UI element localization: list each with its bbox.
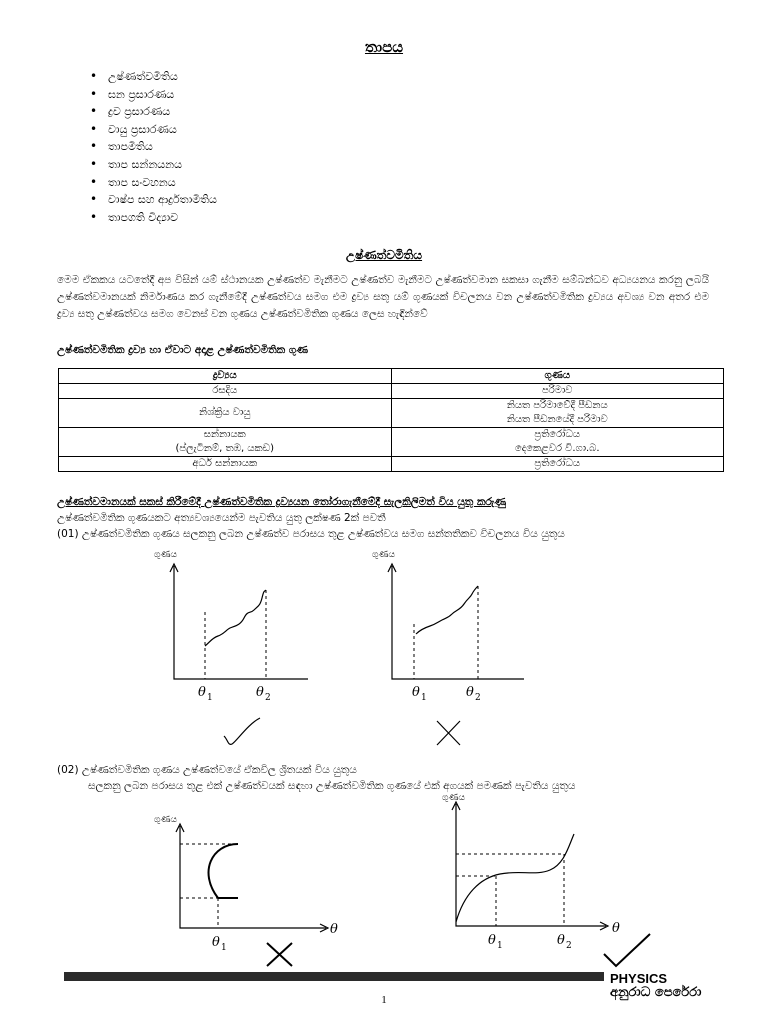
selection-heading: උෂ්ණත්වමානයක් සකස් කිරීමේදී උෂ්ණත්වමිතික ද්‍රව්‍යයන තෝරාගැනීමේදී සැලකිලිමත් විය යුතු කරුණු (57, 496, 507, 508)
theta-subscript: 1 (207, 693, 213, 703)
y-axis-label: ගුණය (154, 815, 178, 825)
footer-bar (64, 972, 604, 981)
table-heading: උෂ්ණත්වමිතික ද්‍රව්‍ය හා ඒවාට අදාළ උෂ්ණත්වමිතික ගුණ (57, 344, 309, 356)
topic-item: • තාපමිතිය (108, 138, 217, 156)
theta-symbol: θ (256, 685, 264, 700)
theta-subscript: 2 (475, 693, 481, 703)
table-cell (59, 457, 392, 472)
axes (180, 826, 326, 928)
column-header-substance: ද්‍රව්‍යය (59, 369, 392, 384)
y-axis-label: ගුණය (372, 550, 396, 560)
y-axis-label: ගුණය (154, 550, 178, 560)
topic-item: • උෂ්ණත්වමිතිය (108, 68, 217, 86)
thermometric-properties-table (58, 368, 724, 472)
topic-item: • තාපගති විද්‍යාව (108, 209, 217, 227)
table-cell (59, 399, 392, 428)
y-axis-label: ගුණය (442, 793, 466, 803)
point-02: (02) උෂ්ණත්වමිතික ගුණය උෂ්ණත්වයේ ඒකවිල ශ්‍රිතයක් විය යුතුය (57, 764, 357, 776)
topic-item: • තාප සංවහනය (108, 174, 217, 192)
cell-text: නියත පරිමාවේදී පීඩනය (506, 400, 608, 411)
cell-text: රසදිය (212, 385, 238, 396)
cross-icon (434, 718, 464, 748)
cell-text: පරිමාව (542, 385, 573, 396)
cross-icon (264, 940, 296, 970)
topic-item: • ඝන ප්‍රසාරණය (108, 86, 217, 104)
theta-markers (205, 590, 266, 679)
theta-subscript: 1 (421, 693, 427, 703)
table-cell (59, 384, 392, 399)
theta-labels-2 (404, 680, 504, 704)
theta-subscript: 2 (566, 941, 572, 951)
table-cell (391, 457, 724, 472)
table-cell (391, 428, 724, 457)
page-number: 1 (381, 994, 387, 1006)
theta-symbol: θ (412, 685, 420, 700)
cell-text: (ප්ලැටිනම්, තඹ, යකඩ) (175, 443, 274, 454)
table-cell (391, 399, 724, 428)
cell-text: දෙකෙළවර වි.ගා.බ. (514, 443, 600, 454)
page-title: තාපය (364, 38, 404, 56)
cell-text: ප්‍රතිරෝධය (534, 458, 581, 469)
theta-symbol: θ (466, 685, 474, 700)
topic-item: • තාප සන්නයනය (108, 156, 217, 174)
guide-lines (180, 844, 238, 928)
checkmark-icon (600, 930, 654, 970)
table-header-row (59, 369, 724, 384)
theta-markers (414, 586, 478, 679)
checkmark-icon (220, 714, 264, 748)
property-curve (416, 586, 478, 634)
cell-text: ප්‍රතිරෝධය (534, 429, 581, 440)
point-01: (01) උෂ්ණත්වමිතික ගුණය සලකනු ලබන උෂ්ණත්ව පරාසය තුළ උෂ්ණත්වය සමග සන්තතිකව විචලනය විය යුතුය (57, 528, 565, 540)
brand-physics: PHYSICS (610, 971, 668, 986)
topic-item: • ද්‍රව ප්‍රසාරණය (108, 103, 217, 121)
property-curve (209, 844, 238, 898)
section-title: උෂ්ණත්වමිතිය (345, 248, 423, 262)
topic-list (88, 68, 217, 226)
table-row (59, 428, 724, 457)
axes (456, 804, 606, 926)
theta-symbol: θ (198, 685, 206, 700)
theta-subscript: 2 (265, 693, 271, 703)
theta-subscript: 1 (497, 941, 503, 951)
column-header-property: ගුණය (391, 369, 724, 384)
cell-text: නියත පීඩනයේදී පරිමාව (506, 414, 608, 425)
cell-text: අර්ධ සන්නායක (192, 458, 258, 469)
graph-multivalued-wrong (150, 800, 360, 960)
intro-paragraph: මෙම ඒකකය යටතේදී අප විසින් යම් ස්ථානයක උෂ්ණත්ව මැනීමට උෂ්ණත්ව මැනීමට උෂ්ණත්වමාන සකසා ගැනීම සම්බන්ධව අධ්‍යයනය කරනු ලබයි උෂ්ණත්වමානයක් නිර්මාණය කර ගැනීමේදී උෂ්ණත්වය සමග එම ද්‍රව්‍ය සතු යම් ගුණයක් විචලනය වන උෂ්ණත්වමිතික ද්‍රව්‍යය අවශ්‍ය වන අතර එම ද්‍රව්‍ය සතු උෂ්ණත්වය සමග වෙනස් වන ගුණය උෂ්ණත්වමිතික ගුණය ලෙස හැඳින්වේ (57, 274, 709, 320)
table-row (59, 384, 724, 399)
theta-symbol: θ (557, 933, 565, 948)
theta-labels-1 (190, 680, 290, 704)
table-row (59, 457, 724, 472)
theta-subscript: 1 (221, 943, 227, 953)
topic-item: • වාෂ්ප සහ ආර්ද්‍රතාමිතිය (108, 191, 217, 209)
property-curve (205, 590, 266, 646)
theta-symbol: θ (212, 935, 220, 950)
cell-text: සන්නායක (203, 429, 246, 440)
axes (392, 566, 524, 679)
point-02-detail: සලකනු ලබන පරාසය තුළ එක් උෂ්ණත්වයක් සඳහා උෂ්ණත්වමිතික ගුණයේ එක් අගයක් පමණක් පැවතිය යුතුය (88, 780, 576, 792)
property-curve (456, 834, 574, 922)
theta-symbol: θ (488, 933, 496, 948)
brand-author: අනුරාධ පෙරේරා (610, 985, 702, 1000)
table-cell (59, 428, 392, 457)
features-line: උෂ්ණත්වමිතික ගුණයකට අත්‍යවශ්‍යයෙන්ම පැවතිය යුතු ලක්ෂණ 2ක් පවතී (57, 512, 386, 524)
table-row (59, 399, 724, 428)
topic-item: • වායු ප්‍රසාරණය (108, 121, 217, 139)
table-cell (391, 384, 724, 399)
x-axis-label: θ (612, 921, 620, 936)
x-axis-label: θ (330, 922, 338, 937)
cell-text: නිශ්ක්‍රිය වායු (199, 407, 251, 418)
